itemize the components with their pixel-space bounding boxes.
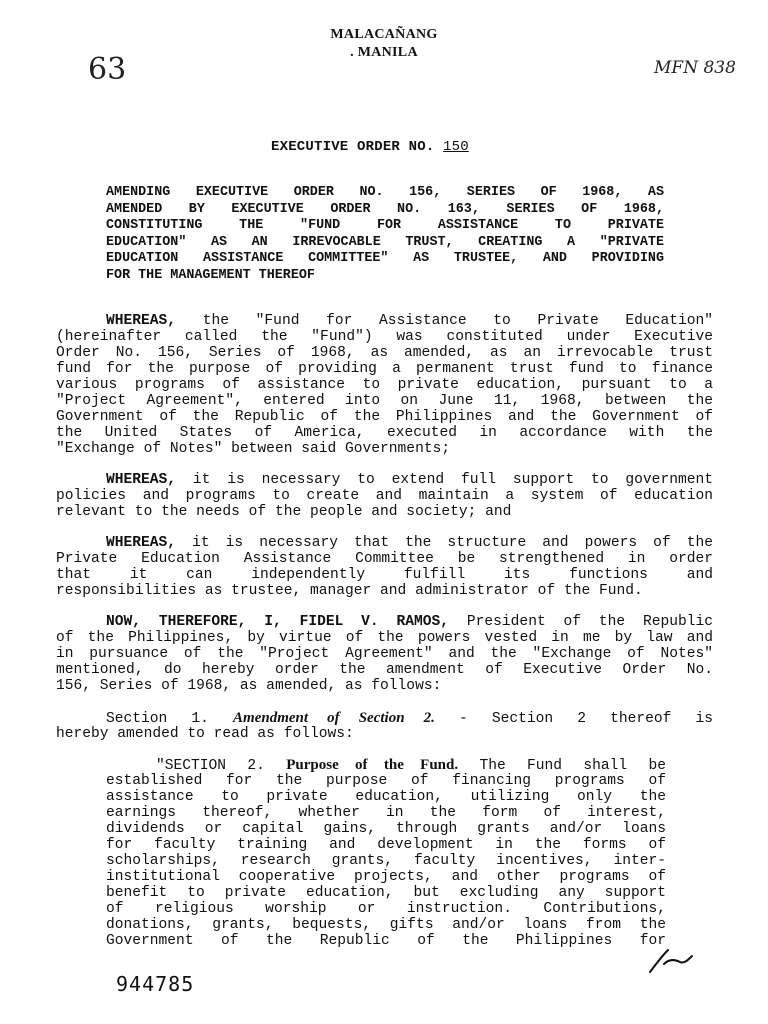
paragraph-line: Private Education Assistance Committee be strengthened in order xyxy=(56,551,713,567)
handwritten-mark-right: MFN 838 xyxy=(654,58,736,78)
handwritten-mark-left: 63 xyxy=(88,52,127,87)
subject-line: EDUCATION ASSISTANCE COMMITTEE" AS TRUSTEE, AND PROVIDING xyxy=(106,251,664,266)
whereas-keyword: WHEREAS, xyxy=(106,472,177,488)
section-2-heading: Purpose of the Fund. xyxy=(286,757,459,773)
section-1-label: Section 1. xyxy=(106,711,209,727)
paragraph-text: the "Fund for Assistance to Private Education" xyxy=(202,313,713,329)
paragraph-line: (hereinafter called the "Fund") was constituted under Executive xyxy=(56,329,713,345)
paragraph-line: policies and programs to create and maintain a system of education xyxy=(56,488,713,504)
paragraph-line: earnings thereof, whether in the form of interest, xyxy=(106,805,666,821)
paragraph-line: benefit to private education, but excluding any support xyxy=(106,885,666,901)
paragraph-line xyxy=(106,710,713,726)
paragraph-line: assistance to private education, utilizing only the xyxy=(106,789,666,805)
section-2-text: The Fund shall be xyxy=(479,758,667,774)
paragraph-line: established for the purpose of financing programs of xyxy=(106,773,666,789)
order-title-prefix: EXECUTIVE ORDER NO. xyxy=(271,139,435,155)
section-2-label: "SECTION 2. xyxy=(156,758,265,774)
paragraph-line xyxy=(106,472,713,488)
subject-line: AMENDED BY EXECUTIVE ORDER NO. 163, SERIES OF 1968, xyxy=(106,201,664,217)
paragraph-line xyxy=(106,313,713,329)
paragraph-line: for faculty training and development in the forms of xyxy=(106,837,666,853)
now-therefore-paragraph xyxy=(56,614,713,694)
order-number: 150 xyxy=(443,139,469,155)
paragraph-line: dividends or capital gains, through grants and/or loans xyxy=(106,821,666,837)
section-2-quote xyxy=(106,757,666,949)
whereas-keyword: WHEREAS, xyxy=(106,535,177,551)
paragraph-line: scholarships, research grants, faculty incentives, inter- xyxy=(106,853,666,869)
subject-line: EDUCATION" AS AN IRREVOCABLE TRUST, CREATING A "PRIVATE xyxy=(106,234,664,250)
whereas-paragraph-3 xyxy=(56,535,713,599)
paragraph-line xyxy=(106,614,713,630)
paragraph-line: of the Philippines, by virtue of the powers vested in me by law and xyxy=(56,630,713,646)
paragraph-text: it is necessary that the structure and powers of the xyxy=(192,535,713,551)
paragraph-line xyxy=(106,535,713,551)
handwritten-initials-mark xyxy=(646,942,694,976)
paragraph-line: Government of the Republic of the Philippines for xyxy=(106,933,666,949)
paragraph-line: fund for the purpose of providing a permanent trust fund to finance xyxy=(56,361,713,377)
order-title xyxy=(271,139,469,155)
paragraph-line: institutional cooperative projects, and other programs of xyxy=(106,869,666,885)
section-1-heading: Amendment of Section 2. xyxy=(233,710,435,726)
paragraph-line: Government of the Republic of the Philippines and the Government of xyxy=(56,409,713,425)
section-1-text: - Section 2 thereof is xyxy=(459,711,714,727)
whereas-keyword: WHEREAS, xyxy=(106,313,177,329)
paragraph-line: the United States of America, executed in accordance with the xyxy=(56,425,713,441)
paragraph-line: Order No. 156, Series of 1968, as amended, as an irrevocable trust xyxy=(56,345,713,361)
subject-line: CONSTITUTING THE "FUND FOR ASSISTANCE TO PRIVATE xyxy=(106,218,664,233)
paragraph-line: that it can independently fulfill its functions and xyxy=(56,567,713,583)
header-manila: . MANILA xyxy=(350,45,418,60)
paragraph-line: "Exchange of Notes" between said Governments; xyxy=(56,441,451,457)
paragraph-line: responsibilities as trustee, manager and administrator of the Fund. xyxy=(56,583,643,599)
paragraph-text: President of the Republic xyxy=(466,614,714,630)
paragraph-line: "Project Agreement", entered into on June 11, 1968, between the xyxy=(56,393,713,409)
paragraph-line: various programs of assistance to private education, pursuant to a xyxy=(56,377,713,393)
paragraph-line xyxy=(156,757,666,773)
paragraph-text: it is necessary to extend full support to government xyxy=(192,472,713,488)
header-malacanang: MALACAÑANG xyxy=(330,27,438,42)
subject-line: FOR THE MANAGEMENT THEREOF xyxy=(106,267,315,283)
now-therefore-keyword: NOW, THEREFORE, I, FIDEL V. RAMOS, xyxy=(106,614,450,630)
whereas-paragraph-1 xyxy=(56,313,713,457)
whereas-paragraph-2 xyxy=(56,472,713,520)
paragraph-line: mentioned, do hereby order the amendment of Executive Order No. xyxy=(56,662,713,678)
paragraph-line: of religious worship or instruction. Contributions, xyxy=(106,901,666,917)
paragraph-line: relevant to the needs of the people and society; and xyxy=(56,504,512,520)
paragraph-line: donations, grants, bequests, gifts and/or loans from the xyxy=(106,917,666,933)
paragraph-line: hereby amended to read as follows: xyxy=(56,726,354,742)
paragraph-line: 156, Series of 1968, as amended, as follows: xyxy=(56,678,442,694)
document-number: 944785 xyxy=(116,972,195,996)
subject-line: AMENDING EXECUTIVE ORDER NO. 156, SERIES OF 1968, AS xyxy=(106,185,664,200)
section-1 xyxy=(56,710,713,742)
paragraph-line: in pursuance of the "Project Agreement" and the "Exchange of Notes" xyxy=(56,646,713,662)
